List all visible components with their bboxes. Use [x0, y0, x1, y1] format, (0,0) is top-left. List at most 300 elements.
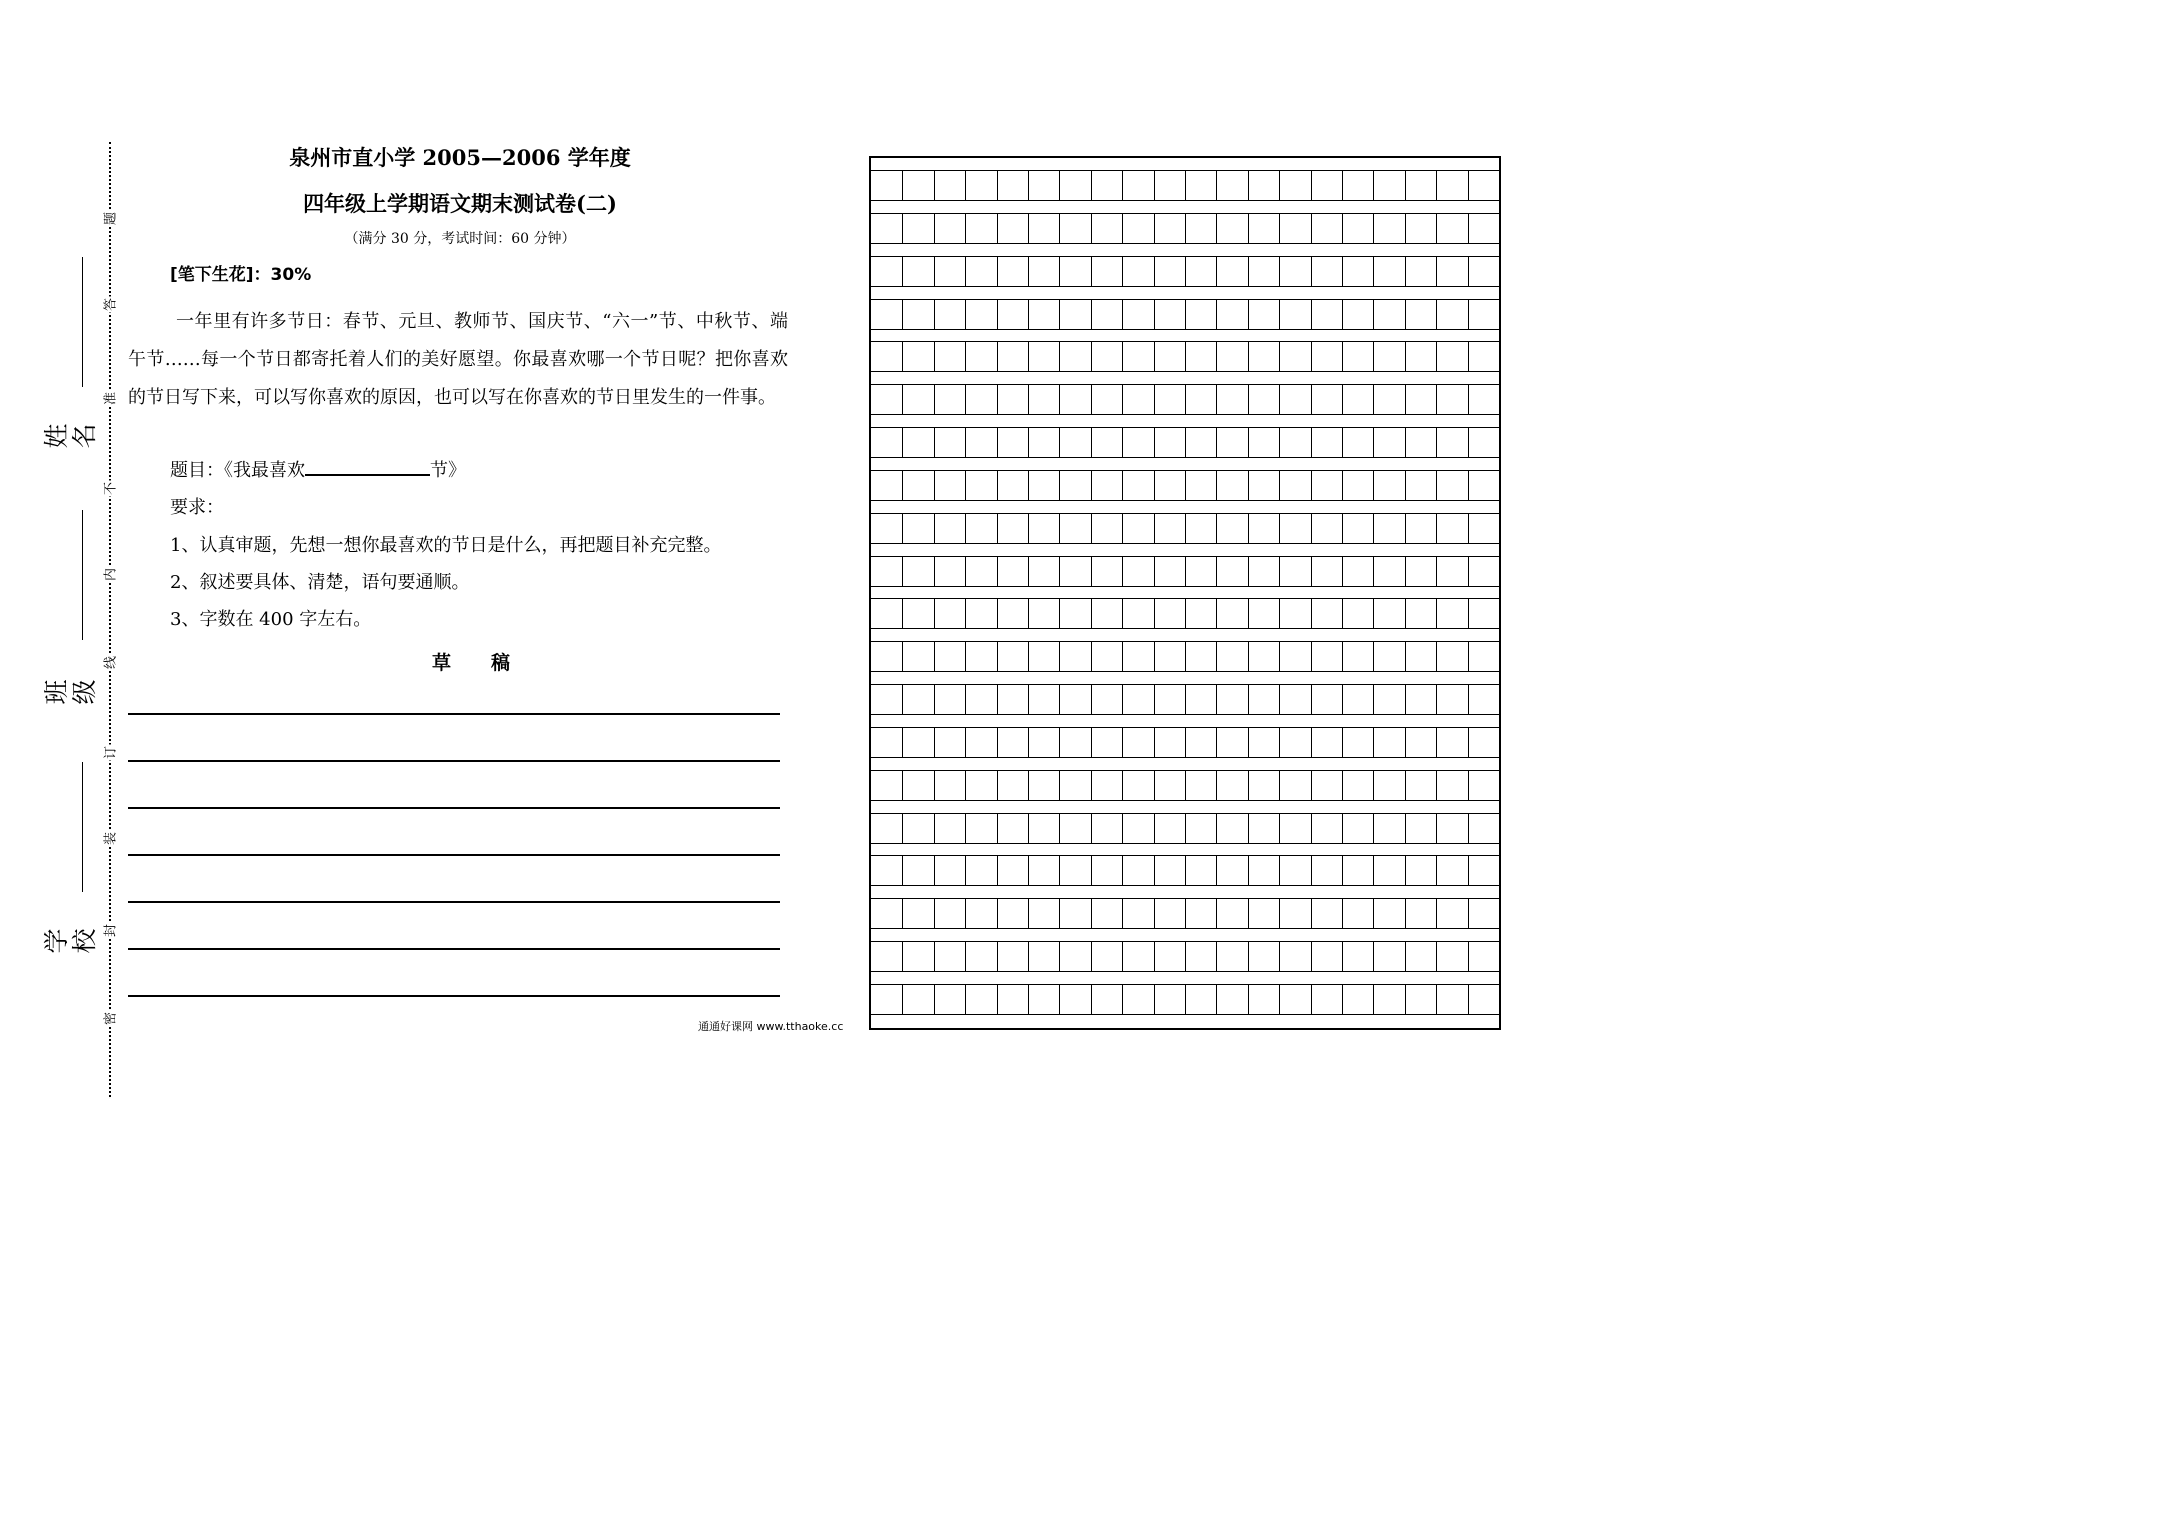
draft-line[interactable]	[128, 854, 780, 856]
draft-line[interactable]	[128, 948, 780, 950]
grid-cell[interactable]	[1279, 385, 1310, 414]
grid-cell[interactable]	[1122, 856, 1153, 885]
grid-cell[interactable]	[1436, 471, 1467, 500]
grid-cell[interactable]	[1311, 728, 1342, 757]
grid-cell[interactable]	[965, 557, 996, 586]
grid-cell[interactable]	[934, 514, 965, 543]
grid-cell[interactable]	[1279, 214, 1310, 243]
grid-cell[interactable]	[1311, 599, 1342, 628]
grid-cell[interactable]	[902, 214, 933, 243]
grid-cell[interactable]	[1405, 642, 1436, 671]
grid-cell[interactable]	[1373, 342, 1404, 371]
grid-cell[interactable]	[1216, 642, 1247, 671]
grid-cell[interactable]	[902, 342, 933, 371]
grid-cell[interactable]	[1311, 257, 1342, 286]
grid-cell[interactable]	[1373, 814, 1404, 843]
grid-cell[interactable]	[1342, 985, 1373, 1014]
grid-cell[interactable]	[871, 899, 902, 928]
grid-cell[interactable]	[1468, 899, 1499, 928]
grid-cell[interactable]	[1059, 300, 1090, 329]
grid-cell[interactable]	[965, 985, 996, 1014]
grid-cell[interactable]	[1028, 214, 1059, 243]
grid-cell[interactable]	[1342, 257, 1373, 286]
grid-cell[interactable]	[1373, 899, 1404, 928]
grid-cell[interactable]	[1405, 385, 1436, 414]
grid-cell[interactable]	[1342, 642, 1373, 671]
grid-cell[interactable]	[1248, 771, 1279, 800]
grid-cell[interactable]	[1185, 342, 1216, 371]
grid-cell[interactable]	[871, 942, 902, 971]
grid-cell[interactable]	[1091, 814, 1122, 843]
grid-cell[interactable]	[1091, 171, 1122, 200]
grid-cell[interactable]	[965, 642, 996, 671]
grid-cell[interactable]	[871, 685, 902, 714]
grid-cell[interactable]	[1059, 642, 1090, 671]
grid-cell[interactable]	[902, 471, 933, 500]
grid-cell[interactable]	[1373, 514, 1404, 543]
grid-cell[interactable]	[1091, 985, 1122, 1014]
grid-cell[interactable]	[1091, 471, 1122, 500]
grid-cell[interactable]	[1468, 428, 1499, 457]
grid-cell[interactable]	[902, 771, 933, 800]
grid-cell[interactable]	[1468, 514, 1499, 543]
grid-cell[interactable]	[1342, 899, 1373, 928]
grid-cell[interactable]	[1154, 385, 1185, 414]
grid-cell[interactable]	[871, 300, 902, 329]
grid-cell[interactable]	[1279, 257, 1310, 286]
grid-cell[interactable]	[934, 642, 965, 671]
grid-cell[interactable]	[871, 171, 902, 200]
grid-cell[interactable]	[1436, 942, 1467, 971]
grid-cell[interactable]	[1311, 471, 1342, 500]
grid-cell[interactable]	[871, 342, 902, 371]
grid-cell[interactable]	[1122, 514, 1153, 543]
grid-cell[interactable]	[1154, 214, 1185, 243]
grid-cell[interactable]	[1436, 728, 1467, 757]
grid-cell[interactable]	[1342, 557, 1373, 586]
grid-cell[interactable]	[1373, 685, 1404, 714]
grid-cell[interactable]	[1122, 557, 1153, 586]
grid-cell[interactable]	[1436, 171, 1467, 200]
grid-cell[interactable]	[1279, 300, 1310, 329]
grid-cell[interactable]	[965, 171, 996, 200]
grid-cell[interactable]	[1154, 300, 1185, 329]
grid-cell[interactable]	[1248, 514, 1279, 543]
grid-cell[interactable]	[934, 899, 965, 928]
grid-cell[interactable]	[1342, 685, 1373, 714]
grid-cell[interactable]	[1405, 257, 1436, 286]
grid-cell[interactable]	[1311, 771, 1342, 800]
grid-cell[interactable]	[1154, 814, 1185, 843]
grid-cell[interactable]	[1154, 514, 1185, 543]
grid-cell[interactable]	[1248, 428, 1279, 457]
grid-cell[interactable]	[965, 856, 996, 885]
grid-cell[interactable]	[1279, 856, 1310, 885]
grid-cell[interactable]	[1311, 342, 1342, 371]
grid-cell[interactable]	[1468, 471, 1499, 500]
grid-cell[interactable]	[1059, 985, 1090, 1014]
grid-cell[interactable]	[1436, 557, 1467, 586]
grid-cell[interactable]	[1122, 642, 1153, 671]
grid-cell[interactable]	[1405, 985, 1436, 1014]
grid-cell[interactable]	[1468, 728, 1499, 757]
grid-cell[interactable]	[1028, 514, 1059, 543]
grid-cell[interactable]	[965, 428, 996, 457]
grid-cell[interactable]	[1373, 385, 1404, 414]
grid-cell[interactable]	[1405, 685, 1436, 714]
grid-cell[interactable]	[1185, 685, 1216, 714]
grid-cell[interactable]	[1373, 599, 1404, 628]
grid-cell[interactable]	[1122, 471, 1153, 500]
grid-cell[interactable]	[871, 856, 902, 885]
grid-cell[interactable]	[1122, 257, 1153, 286]
grid-cell[interactable]	[1059, 257, 1090, 286]
grid-cell[interactable]	[1342, 942, 1373, 971]
grid-cell[interactable]	[1154, 471, 1185, 500]
grid-cell[interactable]	[1405, 171, 1436, 200]
grid-cell[interactable]	[1185, 728, 1216, 757]
grid-cell[interactable]	[1059, 599, 1090, 628]
grid-cell[interactable]	[965, 257, 996, 286]
grid-cell[interactable]	[1405, 728, 1436, 757]
draft-line[interactable]	[128, 901, 780, 903]
grid-cell[interactable]	[997, 985, 1028, 1014]
grid-cell[interactable]	[1185, 214, 1216, 243]
grid-cell[interactable]	[997, 300, 1028, 329]
grid-cell[interactable]	[1091, 599, 1122, 628]
grid-cell[interactable]	[1279, 471, 1310, 500]
grid-cell[interactable]	[1154, 557, 1185, 586]
grid-cell[interactable]	[1154, 985, 1185, 1014]
grid-cell[interactable]	[997, 814, 1028, 843]
grid-cell[interactable]	[997, 856, 1028, 885]
grid-cell[interactable]	[1436, 214, 1467, 243]
grid-cell[interactable]	[1248, 942, 1279, 971]
grid-cell[interactable]	[1342, 771, 1373, 800]
grid-cell[interactable]	[934, 300, 965, 329]
grid-cell[interactable]	[1468, 300, 1499, 329]
grid-cell[interactable]	[1091, 899, 1122, 928]
grid-cell[interactable]	[1248, 214, 1279, 243]
grid-cell[interactable]	[1028, 728, 1059, 757]
grid-cell[interactable]	[1091, 557, 1122, 586]
grid-cell[interactable]	[965, 771, 996, 800]
grid-cell[interactable]	[1373, 471, 1404, 500]
grid-cell[interactable]	[1311, 428, 1342, 457]
grid-cell[interactable]	[997, 385, 1028, 414]
grid-cell[interactable]	[1311, 985, 1342, 1014]
grid-cell[interactable]	[1216, 942, 1247, 971]
grid-cell[interactable]	[1468, 171, 1499, 200]
grid-cell[interactable]	[1028, 471, 1059, 500]
grid-cell[interactable]	[997, 214, 1028, 243]
grid-cell[interactable]	[1185, 814, 1216, 843]
grid-cell[interactable]	[1248, 856, 1279, 885]
grid-cell[interactable]	[1185, 642, 1216, 671]
grid-cell[interactable]	[1059, 557, 1090, 586]
grid-cell[interactable]	[1311, 385, 1342, 414]
grid-cell[interactable]	[1185, 985, 1216, 1014]
grid-cell[interactable]	[1373, 214, 1404, 243]
grid-cell[interactable]	[934, 214, 965, 243]
grid-cell[interactable]	[1154, 599, 1185, 628]
grid-cell[interactable]	[1248, 899, 1279, 928]
grid-cell[interactable]	[1248, 557, 1279, 586]
grid-cell[interactable]	[1216, 899, 1247, 928]
grid-cell[interactable]	[1468, 814, 1499, 843]
grid-cell[interactable]	[1185, 557, 1216, 586]
grid-cell[interactable]	[1311, 514, 1342, 543]
grid-cell[interactable]	[1342, 814, 1373, 843]
grid-cell[interactable]	[1028, 257, 1059, 286]
grid-cell[interactable]	[965, 471, 996, 500]
grid-cell[interactable]	[902, 514, 933, 543]
grid-cell[interactable]	[1154, 942, 1185, 971]
grid-cell[interactable]	[1373, 856, 1404, 885]
grid-cell[interactable]	[1405, 214, 1436, 243]
draft-line[interactable]	[128, 807, 780, 809]
grid-cell[interactable]	[1122, 171, 1153, 200]
grid-cell[interactable]	[934, 428, 965, 457]
grid-cell[interactable]	[965, 899, 996, 928]
grid-cell[interactable]	[902, 685, 933, 714]
grid-cell[interactable]	[1405, 942, 1436, 971]
grid-cell[interactable]	[1436, 300, 1467, 329]
grid-cell[interactable]	[1059, 814, 1090, 843]
grid-cell[interactable]	[1279, 728, 1310, 757]
grid-cell[interactable]	[1373, 428, 1404, 457]
grid-cell[interactable]	[1405, 599, 1436, 628]
grid-cell[interactable]	[1279, 514, 1310, 543]
grid-cell[interactable]	[1373, 257, 1404, 286]
grid-cell[interactable]	[1342, 471, 1373, 500]
grid-cell[interactable]	[1279, 642, 1310, 671]
grid-cell[interactable]	[1216, 214, 1247, 243]
grid-cell[interactable]	[1279, 171, 1310, 200]
grid-cell[interactable]	[1122, 814, 1153, 843]
grid-cell[interactable]	[1436, 514, 1467, 543]
grid-cell[interactable]	[871, 428, 902, 457]
grid-cell[interactable]	[871, 557, 902, 586]
grid-cell[interactable]	[1059, 514, 1090, 543]
grid-cell[interactable]	[1279, 985, 1310, 1014]
grid-cell[interactable]	[1248, 471, 1279, 500]
grid-cell[interactable]	[1468, 942, 1499, 971]
grid-cell[interactable]	[871, 814, 902, 843]
grid-cell[interactable]	[934, 471, 965, 500]
grid-cell[interactable]	[1342, 599, 1373, 628]
grid-cell[interactable]	[1405, 899, 1436, 928]
grid-cell[interactable]	[934, 771, 965, 800]
grid-cell[interactable]	[1216, 257, 1247, 286]
grid-cell[interactable]	[934, 942, 965, 971]
grid-cell[interactable]	[871, 257, 902, 286]
grid-cell[interactable]	[997, 728, 1028, 757]
grid-cell[interactable]	[1216, 428, 1247, 457]
grid-cell[interactable]	[1279, 342, 1310, 371]
grid-cell[interactable]	[1185, 428, 1216, 457]
grid-cell[interactable]	[1248, 385, 1279, 414]
grid-cell[interactable]	[965, 514, 996, 543]
grid-cell[interactable]	[1373, 642, 1404, 671]
grid-cell[interactable]	[1216, 814, 1247, 843]
grid-cell[interactable]	[1091, 856, 1122, 885]
grid-cell[interactable]	[871, 599, 902, 628]
grid-cell[interactable]	[902, 899, 933, 928]
grid-cell[interactable]	[1248, 257, 1279, 286]
grid-cell[interactable]	[1468, 342, 1499, 371]
grid-cell[interactable]	[1059, 685, 1090, 714]
grid-cell[interactable]	[871, 214, 902, 243]
grid-cell[interactable]	[997, 599, 1028, 628]
grid-cell[interactable]	[1154, 428, 1185, 457]
draft-line[interactable]	[128, 713, 780, 715]
grid-cell[interactable]	[1091, 728, 1122, 757]
grid-cell[interactable]	[1091, 385, 1122, 414]
grid-cell[interactable]	[997, 514, 1028, 543]
grid-cell[interactable]	[934, 856, 965, 885]
grid-cell[interactable]	[1059, 471, 1090, 500]
grid-cell[interactable]	[1342, 171, 1373, 200]
grid-cell[interactable]	[997, 685, 1028, 714]
grid-cell[interactable]	[902, 642, 933, 671]
grid-cell[interactable]	[1468, 685, 1499, 714]
grid-cell[interactable]	[1059, 428, 1090, 457]
grid-cell[interactable]	[1122, 942, 1153, 971]
grid-cell[interactable]	[965, 728, 996, 757]
grid-cell[interactable]	[1468, 985, 1499, 1014]
grid-cell[interactable]	[997, 428, 1028, 457]
grid-cell[interactable]	[965, 599, 996, 628]
grid-cell[interactable]	[1436, 856, 1467, 885]
grid-cell[interactable]	[1373, 771, 1404, 800]
grid-cell[interactable]	[1028, 599, 1059, 628]
grid-cell[interactable]	[1311, 814, 1342, 843]
grid-cell[interactable]	[1279, 557, 1310, 586]
field-school-line[interactable]	[82, 762, 83, 892]
grid-cell[interactable]	[1405, 557, 1436, 586]
draft-line[interactable]	[128, 760, 780, 762]
grid-cell[interactable]	[1185, 300, 1216, 329]
grid-cell[interactable]	[1091, 300, 1122, 329]
grid-cell[interactable]	[1373, 557, 1404, 586]
grid-cell[interactable]	[1154, 171, 1185, 200]
grid-cell[interactable]	[1468, 856, 1499, 885]
grid-cell[interactable]	[1028, 771, 1059, 800]
grid-cell[interactable]	[1248, 342, 1279, 371]
grid-cell[interactable]	[1248, 642, 1279, 671]
grid-cell[interactable]	[1028, 342, 1059, 371]
grid-cell[interactable]	[1405, 471, 1436, 500]
grid-cell[interactable]	[1405, 814, 1436, 843]
grid-cell[interactable]	[1028, 856, 1059, 885]
grid-cell[interactable]	[1091, 642, 1122, 671]
grid-cell[interactable]	[1248, 728, 1279, 757]
grid-cell[interactable]	[1373, 942, 1404, 971]
grid-cell[interactable]	[1216, 985, 1247, 1014]
grid-cell[interactable]	[1248, 171, 1279, 200]
grid-cell[interactable]	[902, 856, 933, 885]
grid-cell[interactable]	[1248, 599, 1279, 628]
grid-cell[interactable]	[1279, 942, 1310, 971]
grid-cell[interactable]	[1216, 685, 1247, 714]
grid-cell[interactable]	[1311, 300, 1342, 329]
field-name-line[interactable]	[82, 257, 83, 387]
grid-cell[interactable]	[934, 257, 965, 286]
grid-cell[interactable]	[1342, 214, 1373, 243]
grid-cell[interactable]	[997, 342, 1028, 371]
grid-cell[interactable]	[1216, 599, 1247, 628]
grid-cell[interactable]	[902, 599, 933, 628]
grid-cell[interactable]	[1342, 342, 1373, 371]
grid-cell[interactable]	[1122, 728, 1153, 757]
grid-cell[interactable]	[1279, 899, 1310, 928]
grid-cell[interactable]	[1342, 728, 1373, 757]
grid-cell[interactable]	[997, 171, 1028, 200]
grid-cell[interactable]	[1468, 599, 1499, 628]
grid-cell[interactable]	[1028, 428, 1059, 457]
grid-cell[interactable]	[1059, 899, 1090, 928]
grid-cell[interactable]	[1154, 642, 1185, 671]
grid-cell[interactable]	[1122, 771, 1153, 800]
grid-cell[interactable]	[1342, 428, 1373, 457]
grid-cell[interactable]	[1436, 814, 1467, 843]
grid-cell[interactable]	[1248, 814, 1279, 843]
grid-cell[interactable]	[1028, 642, 1059, 671]
grid-cell[interactable]	[1185, 257, 1216, 286]
draft-line[interactable]	[128, 995, 780, 997]
grid-cell[interactable]	[1311, 171, 1342, 200]
grid-cell[interactable]	[997, 942, 1028, 971]
grid-cell[interactable]	[1185, 942, 1216, 971]
grid-cell[interactable]	[1154, 257, 1185, 286]
grid-cell[interactable]	[1311, 942, 1342, 971]
grid-cell[interactable]	[1342, 856, 1373, 885]
grid-cell[interactable]	[1185, 771, 1216, 800]
topic-blank[interactable]	[305, 458, 430, 476]
grid-cell[interactable]	[1185, 385, 1216, 414]
grid-cell[interactable]	[1373, 171, 1404, 200]
grid-cell[interactable]	[1248, 685, 1279, 714]
grid-cell[interactable]	[1091, 942, 1122, 971]
grid-cell[interactable]	[1091, 214, 1122, 243]
grid-cell[interactable]	[1216, 471, 1247, 500]
grid-cell[interactable]	[1279, 814, 1310, 843]
grid-cell[interactable]	[1059, 771, 1090, 800]
grid-cell[interactable]	[1216, 171, 1247, 200]
grid-cell[interactable]	[934, 342, 965, 371]
grid-cell[interactable]	[902, 814, 933, 843]
grid-cell[interactable]	[1468, 385, 1499, 414]
grid-cell[interactable]	[1122, 428, 1153, 457]
grid-cell[interactable]	[902, 300, 933, 329]
grid-cell[interactable]	[1311, 856, 1342, 885]
grid-cell[interactable]	[1154, 856, 1185, 885]
grid-cell[interactable]	[934, 557, 965, 586]
grid-cell[interactable]	[871, 642, 902, 671]
grid-cell[interactable]	[1216, 514, 1247, 543]
grid-cell[interactable]	[1185, 514, 1216, 543]
grid-cell[interactable]	[871, 471, 902, 500]
grid-cell[interactable]	[871, 985, 902, 1014]
grid-cell[interactable]	[997, 771, 1028, 800]
grid-cell[interactable]	[1405, 771, 1436, 800]
grid-cell[interactable]	[1091, 685, 1122, 714]
grid-cell[interactable]	[871, 514, 902, 543]
grid-cell[interactable]	[1028, 385, 1059, 414]
grid-cell[interactable]	[1185, 899, 1216, 928]
grid-cell[interactable]	[997, 471, 1028, 500]
